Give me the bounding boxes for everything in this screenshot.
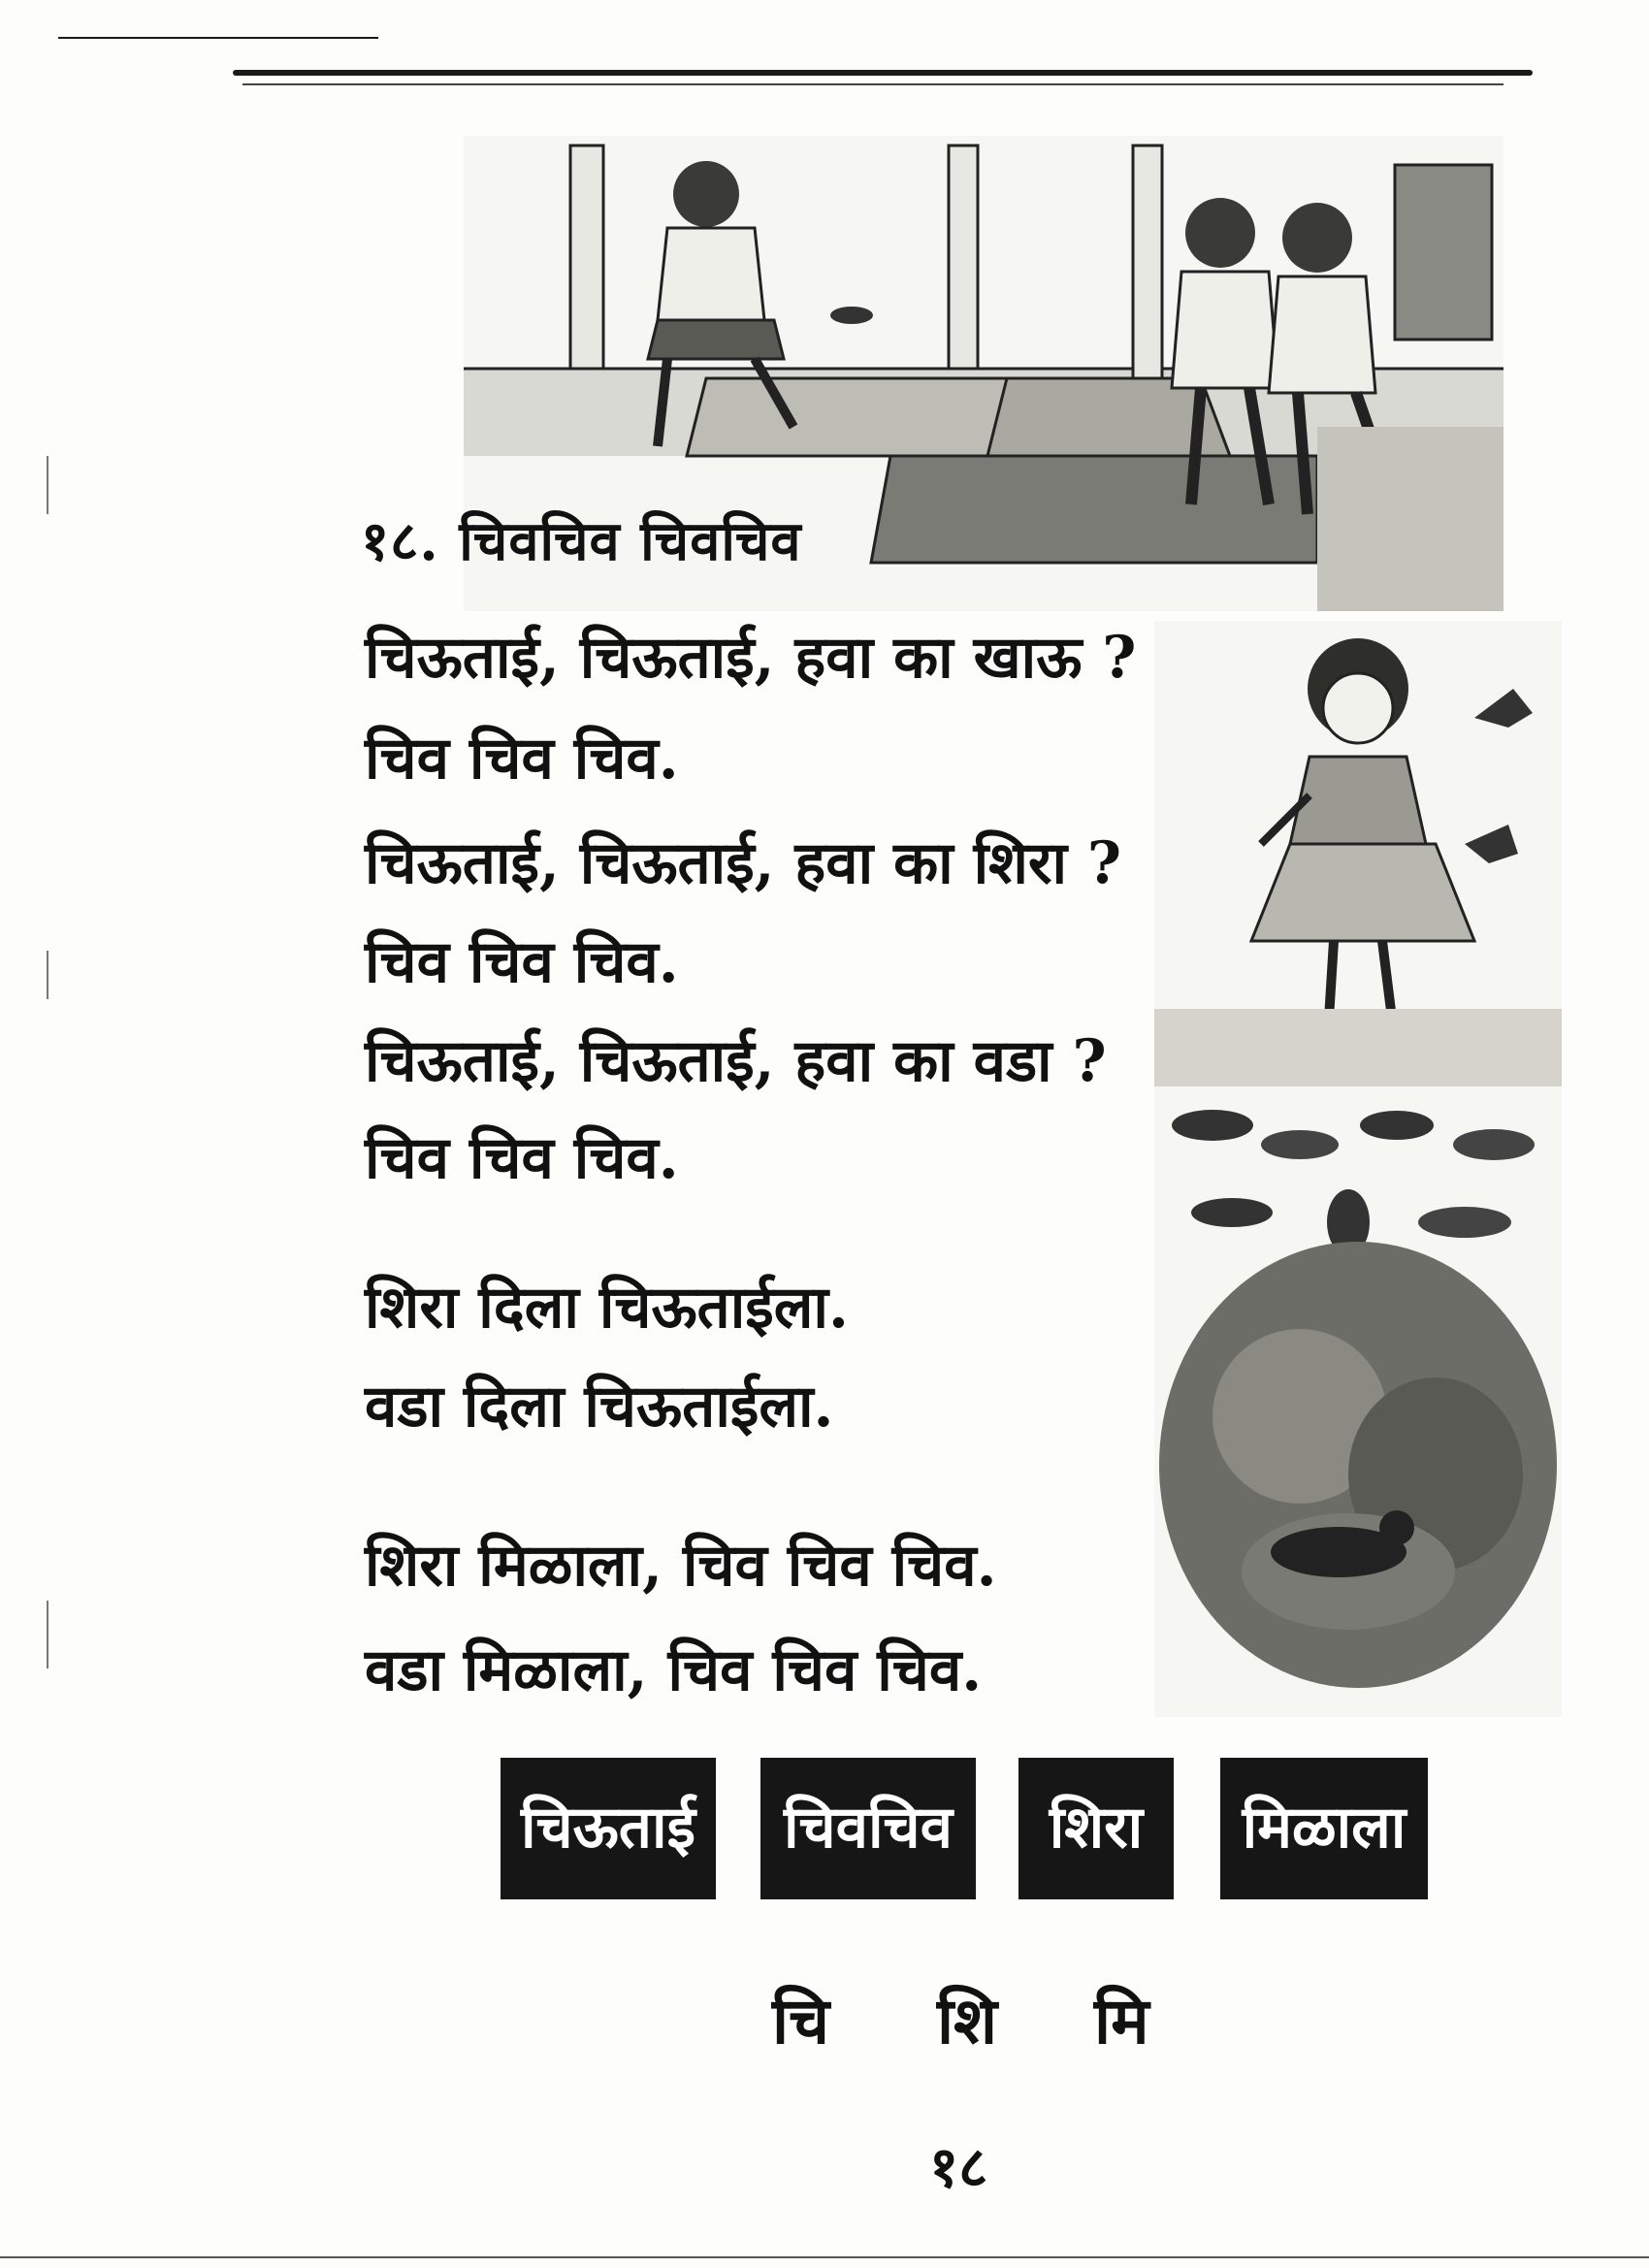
poem-line: चिव चिव चिव.: [365, 725, 679, 793]
margin-mark: [47, 456, 48, 514]
bottom-rule: [0, 2256, 1649, 2258]
poem-line: चिव चिव चिव.: [365, 928, 679, 996]
top-rule-underline: [242, 83, 1504, 85]
word-box-milala: मिळाला: [1220, 1758, 1428, 1899]
top-rule-thin: [58, 37, 378, 39]
word-box-shira: शिरा: [1018, 1758, 1174, 1899]
syllable-shi: शि: [937, 1983, 997, 2058]
word-box-chiutai: चिऊताई: [501, 1758, 716, 1899]
poem-line: चिऊताई, चिऊताई, हवा का खाऊ ?: [365, 624, 1137, 692]
top-rule-thick: [233, 70, 1533, 76]
lesson-title-text: चिवचिव चिवचिव: [459, 509, 802, 573]
syllable-chi: चि: [772, 1983, 830, 2058]
margin-mark: [47, 951, 48, 999]
girl-feeding-birds-illustration: [1154, 621, 1562, 1717]
poem-line: वडा मिळाला, चिव चिव चिव.: [365, 1636, 983, 1704]
poem-line: चिव चिव चिव.: [365, 1124, 679, 1192]
poem-line: चिऊताई, चिऊताई, हवा का शिरा ?: [365, 829, 1122, 897]
syllable-mi: मि: [1094, 1983, 1149, 2058]
lesson-title: [361, 502, 802, 576]
poem-line: चिऊताई, चिऊताई, हवा का वडा ?: [365, 1027, 1107, 1095]
poem-line: वडा दिला चिऊताईला.: [365, 1373, 834, 1441]
margin-mark: [47, 1601, 48, 1669]
poem-line: शिरा मिळाला, चिव चिव चिव.: [365, 1532, 997, 1600]
lesson-number: १८.: [361, 509, 439, 573]
girl-birds-drawing: [1154, 621, 1562, 1717]
poem-line: शिरा दिला चिऊताईला.: [365, 1274, 849, 1342]
page-number: १८: [929, 2134, 988, 2200]
word-box-chivchiv: चिवचिव: [760, 1758, 976, 1899]
